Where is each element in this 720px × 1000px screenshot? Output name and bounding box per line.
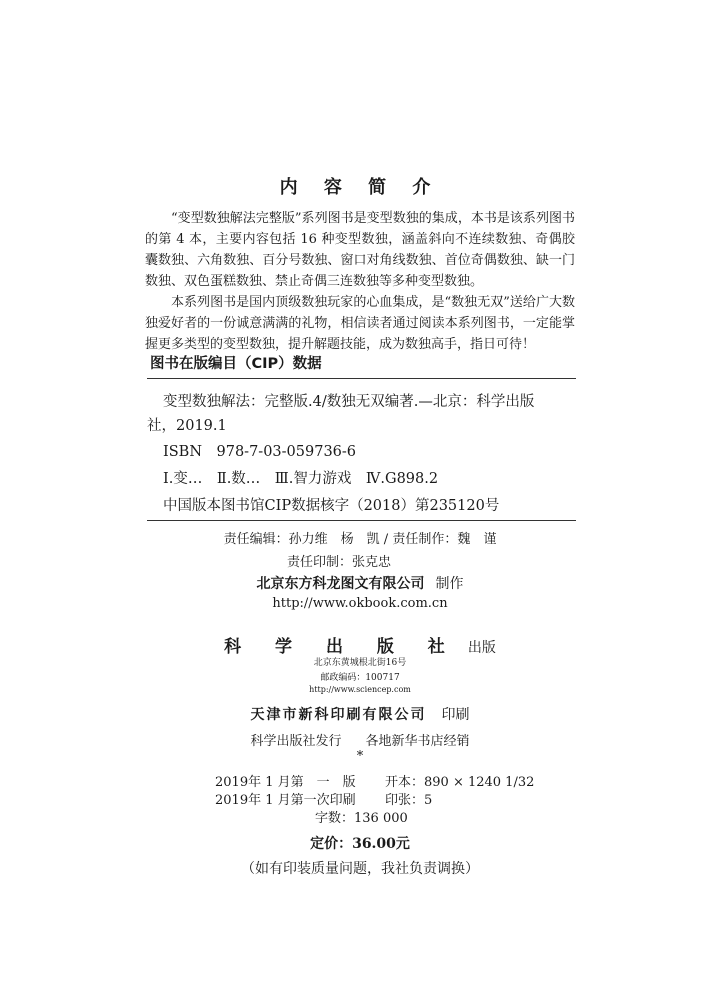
producer-line — [0, 573, 720, 593]
first-printing: 2019年 1 月第一次印刷 — [215, 793, 356, 808]
producer-url: http://www.okbook.com.cn — [272, 596, 448, 611]
responsible-editors: 责任编辑：孙力维 杨 凯 / 责任制作：魏 谨 — [223, 532, 497, 547]
first-edition: 2019年 1 月第 一 版 — [215, 775, 356, 790]
printer-role: 印刷 — [441, 707, 470, 723]
distribution-line — [0, 730, 720, 749]
cip-bottom-rule — [147, 520, 576, 521]
producer-name: 北京东方科龙图文有限公司 — [256, 576, 425, 592]
cip-classification: Ⅰ.变… Ⅱ.数… Ⅲ.智力游戏 Ⅳ.G898.2 — [163, 471, 439, 487]
sellers: 各地新华书店经销 — [365, 734, 470, 749]
cip-heading: 图书在版编目（CIP）数据 — [150, 356, 322, 372]
publisher-address: 北京东黄城根北街16号 — [313, 658, 407, 668]
separator-asterisk: * — [356, 749, 364, 764]
cip-isbn: ISBN 978-7-03-059736-6 — [163, 444, 357, 460]
printer-name: 天津市新科印刷有限公司 — [250, 707, 427, 723]
price: 定价：36.00元 — [310, 836, 410, 852]
publisher-line — [0, 632, 720, 657]
producer-role: 制作 — [435, 576, 464, 592]
printing-supervisor: 责任印制：张克忠 — [287, 555, 392, 570]
printer-line — [0, 704, 720, 724]
summary-paragraph: 本系列图书是国内顶级数独玩家的心血集成，是“数独无双”送给广大数独爱好者的一份诚意满满的礼物，相信读者通过阅读本系列图书，一定能掌握更多类型的变型数独，提升解题技能，成为数独高手，指日可待！ — [145, 295, 575, 352]
publisher-postcode: 邮政编码：100717 — [320, 673, 400, 683]
printed-sheets: 印张：5 — [385, 793, 433, 808]
quality-notice: （如有印装质量问题，我社负责调换） — [241, 861, 479, 877]
cip-entry-line: 社，2019.1 — [147, 418, 227, 434]
cip-record-number: 中国版本图书馆CIP数据核字（2018）第235120号 — [163, 498, 500, 514]
cip-entry-line: 变型数独解法：完整版.4/数独无双编著.—北京：科学出版 — [163, 394, 535, 410]
word-count: 字数：136 000 — [315, 811, 408, 826]
issuer: 科学出版社发行 — [250, 734, 342, 749]
publisher-url: http://www.sciencep.com — [309, 685, 411, 694]
summary-title: 内 容 简 介 — [279, 177, 441, 198]
book-format: 开本：890 × 1240 1/32 — [385, 775, 535, 790]
cip-top-rule — [147, 378, 576, 379]
publisher-role: 出版 — [467, 640, 496, 656]
publisher-name: 科 学 出 版 社 — [224, 637, 459, 657]
summary-paragraph: “变型数独解法完整版”系列图书是变型数独的集成，本书是该系列图书的第 4 本，主要内容包括 16 种变型数独，涵盖斜向不连续数独、奇偶胶囊数独、六角数独、百分号数独、窗口对角线数独、首位奇偶数独、缺一门数独、双色蛋糕数独、禁止奇偶三连数独等多种变型数独。 — [145, 211, 575, 289]
